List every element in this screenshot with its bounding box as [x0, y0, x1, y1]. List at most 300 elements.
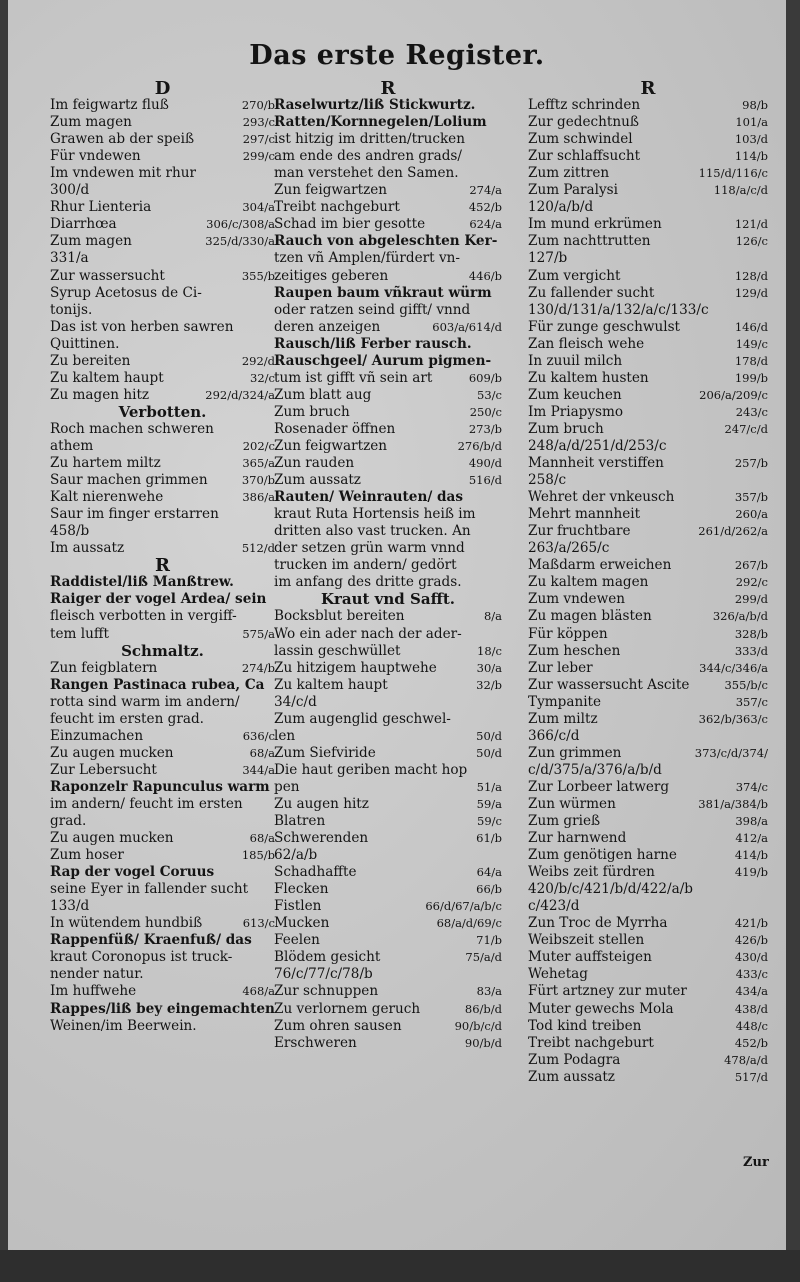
entry-page-ref: 370/b [241, 473, 275, 488]
entry-text: Blatren [274, 813, 326, 830]
entry-text: Rauch von abgeleschten Ker- [274, 233, 498, 250]
entry-text: im anfang des dritte grads. [274, 574, 462, 591]
entry-text: athem [50, 437, 94, 454]
register-entry [528, 864, 768, 881]
entry-page-ref: 75/a/d [465, 950, 502, 965]
entry-text: tzen vñ Amplen/fürdert vn- [274, 250, 460, 267]
entry-page-ref: 243/c [735, 404, 768, 419]
entry-text: Raiger der vogel Ardea/ sein [50, 591, 267, 608]
entry-text: Rosenader öffnen [274, 420, 396, 437]
entry-page-ref: 426/b [734, 933, 768, 948]
entry-page-ref: 101/a [735, 115, 768, 130]
entry-text: Im aussatz [50, 540, 125, 557]
register-entry [50, 302, 275, 319]
register-entry [528, 250, 768, 267]
register-entry [528, 1035, 768, 1052]
entry-text: Weibszeit stellen [528, 932, 645, 949]
entry-page-ref: 414/b [734, 848, 768, 863]
register-entry [528, 472, 768, 489]
entry-page-ref: 274/a [469, 183, 502, 198]
register-entry [274, 557, 502, 574]
entry-page-ref: 50/d [476, 728, 502, 743]
entry-text: Schwerenden [274, 830, 369, 847]
entry-page-ref: 129/d [734, 285, 768, 300]
register-entry [50, 762, 275, 779]
entry-text: R [155, 555, 170, 577]
register-entry [528, 285, 768, 302]
register-entry [50, 864, 275, 881]
entry-page-ref: 66/b [476, 882, 502, 897]
entry-page-ref: 90/b/c/d [454, 1018, 502, 1033]
register-entry [274, 898, 502, 915]
register-entry [50, 728, 275, 745]
entry-page-ref: 381/a/384/b [698, 796, 768, 811]
entry-page-ref: 419/b [734, 865, 768, 880]
register-entry [50, 881, 275, 898]
entry-page-ref: 603/a/614/d [432, 319, 502, 334]
register-entry [274, 387, 502, 404]
register-entry [274, 404, 502, 421]
entry-text: 130/d/131/a/132/a/c/133/c [528, 301, 709, 318]
entry-text: Im mund erkrümen [528, 216, 662, 233]
entry-page-ref: 206/a/209/c [699, 387, 768, 402]
entry-page-ref: 30/a [476, 660, 502, 675]
entry-text: Zum magen [50, 233, 132, 250]
register-entry [528, 694, 768, 711]
catchword: Zur [743, 1155, 769, 1170]
entry-text: Zun grimmen [528, 744, 622, 761]
register-entry [528, 97, 768, 114]
register-entry [274, 796, 502, 813]
entry-page-ref: 438/d [734, 1001, 768, 1016]
entry-text: Zu augen hitz [274, 795, 369, 812]
register-entry [274, 694, 502, 711]
entry-text: Im feigwartz fluß [50, 97, 169, 114]
section-letter [50, 555, 275, 577]
entry-text: Wehetag [528, 966, 588, 983]
entry-page-ref: 202/c [242, 438, 275, 453]
entry-page-ref: 114/b [734, 149, 768, 164]
register-entry [274, 523, 502, 540]
entry-page-ref: 115/d/116/c [698, 166, 768, 181]
entry-page-ref: 270/b [241, 98, 275, 113]
register-entry [50, 148, 275, 165]
register-entry [528, 728, 768, 745]
entry-page-ref: 355/b/c [724, 677, 768, 692]
entry-page-ref: 468/a [242, 984, 275, 999]
entry-text: Verbotten. [118, 402, 207, 421]
entry-text: Zum blatt aug [274, 386, 372, 403]
register-entry [274, 285, 502, 302]
entry-text: Rauten/ Weinrauten/ das [274, 489, 463, 506]
entry-page-ref: 292/d/324/a [205, 387, 275, 402]
entry-page-ref: 357/b [734, 490, 768, 505]
register-entry [274, 319, 502, 336]
entry-text: Rappes/liß bey eingemachten [50, 1000, 275, 1017]
register-entry [274, 336, 502, 353]
entry-text: Zum keuchen [528, 386, 622, 403]
entry-text: 34/c/d [274, 693, 317, 710]
entry-text: Erschweren [274, 1034, 357, 1051]
entry-text: Mehrt mannheit [528, 506, 641, 523]
entry-page-ref: 90/b/d [464, 1035, 502, 1050]
page-title: Das erste Register. [249, 40, 545, 71]
entry-page-ref: 365/a [242, 456, 275, 471]
sub-heading [50, 404, 275, 421]
entry-page-ref: 412/a [735, 831, 768, 846]
register-entry [528, 847, 768, 864]
register-entry [274, 438, 502, 455]
register-entry [274, 881, 502, 898]
register-entry [50, 966, 275, 983]
entry-page-ref: 434/a [735, 984, 768, 999]
entry-page-ref: 59/a [476, 796, 502, 811]
register-entry [274, 1001, 502, 1018]
entry-page-ref: 178/d [734, 353, 768, 368]
entry-text: Zum Podagra [528, 1051, 621, 1068]
entry-page-ref: 32/b [476, 677, 502, 692]
entry-text: Zan fleisch wehe [528, 335, 645, 352]
entry-text: Einzumachen [50, 727, 144, 744]
entry-page-ref: 121/d [734, 217, 768, 232]
register-entry [50, 847, 275, 864]
entry-text: Zum Siefviride [274, 744, 376, 761]
register-entry [50, 574, 275, 591]
entry-page-ref: 51/a [476, 779, 502, 794]
register-entry [274, 966, 502, 983]
entry-text: trucken im andern/ gedört [274, 557, 457, 574]
entry-page-ref: 357/c [735, 694, 768, 709]
entry-text: Zur harnwend [528, 830, 627, 847]
entry-text: tum ist gifft vñ sein art [274, 369, 433, 386]
register-entry [50, 1018, 275, 1035]
entry-text: In wütendem hundbiß [50, 915, 203, 932]
register-entry [50, 694, 275, 711]
sub-heading [50, 643, 275, 660]
entry-text: Zum miltz [528, 710, 598, 727]
entry-text: Schad im bier gesotte [274, 216, 426, 233]
register-entry [50, 182, 275, 199]
register-entry [528, 711, 768, 728]
entry-text: Blödem gesicht [274, 949, 381, 966]
entry-text: seine Eyer in fallender sucht [50, 881, 249, 898]
register-entry [274, 370, 502, 387]
entry-page-ref: 325/d/330/a [205, 234, 275, 249]
register-entry [528, 1018, 768, 1035]
register-entry [50, 131, 275, 148]
register-entry [274, 165, 502, 182]
register-entry [274, 830, 502, 847]
entry-page-ref: 68/a/d/69/c [436, 916, 502, 931]
entry-text: kraut Coronopus ist truck- [50, 949, 233, 966]
register-entry [528, 421, 768, 438]
entry-page-ref: 362/b/363/c [698, 711, 768, 726]
register-entry [274, 540, 502, 557]
entry-text: Zu fallender sucht [528, 284, 655, 301]
register-entry [274, 97, 502, 114]
entry-text: tonijs. [50, 301, 93, 318]
register-entry [528, 455, 768, 472]
entry-page-ref: 386/a [242, 490, 275, 505]
entry-text: Raupen baum vñkraut würm [274, 284, 492, 301]
entry-text: Rhur Lienteria [50, 199, 152, 216]
register-entry [50, 591, 275, 608]
register-entry [528, 387, 768, 404]
register-entry [528, 830, 768, 847]
entry-text: Zu kaltem haupt [50, 369, 164, 386]
register-entry [528, 898, 768, 915]
entry-text: Zun würmen [528, 795, 616, 812]
register-entry [274, 660, 502, 677]
entry-page-ref: 128/d [734, 268, 768, 283]
entry-text: Zu magen blästen [528, 608, 652, 625]
register-entry [50, 523, 275, 540]
entry-page-ref: 299/d [734, 592, 768, 607]
entry-text: 263/a/265/c [528, 540, 610, 557]
entry-text: Zum vndewen [528, 591, 626, 608]
entry-page-ref: 68/a [249, 745, 275, 760]
entry-text: Muter gewechs Mola [528, 1000, 674, 1017]
entry-page-ref: 478/a/d [724, 1052, 768, 1067]
entry-text: am ende des andren grads/ [274, 148, 462, 165]
register-entry [528, 233, 768, 250]
entry-text: Zur schnuppen [274, 983, 379, 1000]
entry-page-ref: 64/a [476, 865, 502, 880]
entry-text: Zu bereiten [50, 352, 131, 369]
register-entry [274, 455, 502, 472]
entry-page-ref: 446/b [468, 268, 502, 283]
register-entry [274, 626, 502, 643]
entry-text: Rangen Pastinaca rubea, Ca [50, 676, 265, 693]
entry-text: der setzen grün warm vnnd [274, 540, 465, 557]
register-entry [528, 438, 768, 455]
entry-text: Im Priapysmo [528, 403, 624, 420]
register-entry [50, 216, 275, 233]
register-entry [528, 643, 768, 660]
entry-text: Zum ohren sausen [274, 1017, 402, 1034]
register-entry [528, 268, 768, 285]
register-entry [274, 864, 502, 881]
entry-text: Zu kaltem husten [528, 369, 649, 386]
entry-text: Saur im finger erstarren [50, 506, 219, 523]
register-entry [528, 779, 768, 796]
register-entry [528, 626, 768, 643]
register-entry [274, 131, 502, 148]
register-entry [274, 233, 502, 250]
entry-text: Zum genötigen harne [528, 847, 677, 864]
entry-page-ref: 421/b [734, 916, 768, 931]
entry-text: Zu augen mucken [50, 744, 174, 761]
entry-text: Treibt nachgeburt [528, 1034, 654, 1051]
entry-page-ref: 304/a [242, 200, 275, 215]
register-entry [528, 660, 768, 677]
entry-text: Kraut vnd Safft. [320, 590, 456, 609]
entry-text: oder ratzen seind gifft/ vnnd [274, 301, 471, 318]
entry-text: 258/c [528, 472, 567, 489]
entry-text: feucht im ersten grad. [50, 710, 204, 727]
entry-page-ref: 261/d/262/a [698, 524, 768, 539]
entry-page-ref: 293/c [242, 115, 275, 130]
entry-page-ref: 66/d/67/a/b/c [425, 899, 502, 914]
entry-text: Zum aussatz [528, 1068, 615, 1085]
register-column-2 [274, 80, 502, 1052]
entry-page-ref: 146/d [734, 319, 768, 334]
register-entry [50, 626, 275, 643]
register-entry [528, 182, 768, 199]
entry-text: Maßdarm erweichen [528, 557, 672, 574]
entry-text: Die haut geriben macht hop [274, 761, 468, 778]
entry-text: grad. [50, 813, 87, 830]
entry-page-ref: 448/c [735, 1018, 768, 1033]
entry-text: Fürt artzney zur muter [528, 983, 687, 1000]
entry-page-ref: 86/b/d [464, 1001, 502, 1016]
register-entry [50, 353, 275, 370]
register-entry [528, 949, 768, 966]
entry-text: Zum hoser [50, 847, 124, 864]
register-entry [528, 319, 768, 336]
sub-heading [274, 591, 502, 608]
register-entry [274, 199, 502, 216]
entry-text: 458/b [50, 523, 90, 540]
register-entry [528, 813, 768, 830]
register-entry [50, 319, 275, 336]
entry-page-ref: 344/a [242, 762, 275, 777]
entry-text: Zum nachttrutten [528, 233, 651, 250]
entry-text: Zur Lorbeer latwerg [528, 778, 670, 795]
register-entry [50, 472, 275, 489]
register-entry [528, 983, 768, 1000]
entry-text: Fistlen [274, 898, 322, 915]
entry-page-ref: 18/c [477, 643, 502, 658]
entry-page-ref: 126/c [735, 234, 768, 249]
book-page [8, 0, 786, 1250]
register-entry [50, 1001, 275, 1018]
register-entry [50, 830, 275, 847]
entry-text: In zuuil milch [528, 352, 623, 369]
entry-page-ref: 276/b/d [457, 438, 502, 453]
register-entry [528, 915, 768, 932]
register-entry [50, 898, 275, 915]
entry-page-ref: 516/d [468, 473, 502, 488]
entry-text: 62/a/b [274, 847, 318, 864]
entry-page-ref: 98/b [742, 98, 768, 113]
entry-text: len [274, 727, 296, 744]
register-entry [528, 404, 768, 421]
register-entry [50, 932, 275, 949]
entry-page-ref: 292/d [241, 353, 275, 368]
register-entry [274, 250, 502, 267]
entry-page-ref: 274/b [241, 660, 275, 675]
entry-text: c/d/375/a/376/a/b/d [528, 761, 662, 778]
entry-text: Das ist von herben sawren [50, 318, 234, 335]
register-entry [50, 455, 275, 472]
register-entry [528, 608, 768, 625]
entry-text: deren anzeigen [274, 318, 381, 335]
register-entry [528, 114, 768, 131]
register-entry [274, 268, 502, 285]
entry-text: Zum zittren [528, 165, 610, 182]
entry-text: Weibs zeit fürdren [528, 864, 655, 881]
entry-page-ref: 103/d [734, 132, 768, 147]
entry-page-ref: 517/d [734, 1069, 768, 1084]
entry-text: Zum aussatz [274, 472, 361, 489]
register-entry [274, 677, 502, 694]
register-entry [528, 336, 768, 353]
entry-page-ref: 118/a/c/d [713, 183, 768, 198]
entry-text: Für köppen [528, 625, 608, 642]
entry-text: Im vndewen mit rhur [50, 165, 197, 182]
entry-text: Zu augen mucken [50, 830, 174, 847]
entry-text: rotta sind warm im andern/ [50, 693, 240, 710]
register-entry [274, 983, 502, 1000]
entry-text: Treibt nachgeburt [274, 199, 400, 216]
entry-page-ref: 306/c/308/a [206, 217, 275, 232]
entry-page-ref: 333/d [734, 643, 768, 658]
entry-page-ref: 433/c [735, 967, 768, 982]
entry-text: Zum augenglid geschwel- [274, 710, 451, 727]
register-entry [274, 506, 502, 523]
register-entry [528, 370, 768, 387]
entry-page-ref: 61/b [476, 831, 502, 846]
register-entry [50, 285, 275, 302]
entry-page-ref: 273/b [468, 421, 502, 436]
entry-page-ref: 68/a [249, 831, 275, 846]
register-entry [50, 745, 275, 762]
register-entry [50, 114, 275, 131]
register-entry [528, 216, 768, 233]
entry-text: Zu kaltem magen [528, 574, 649, 591]
register-entry [274, 421, 502, 438]
register-entry [50, 813, 275, 830]
register-entry [528, 1001, 768, 1018]
section-letter [50, 80, 275, 97]
register-entry [274, 353, 502, 370]
register-entry [50, 336, 275, 353]
entry-text: Rappenfüß/ Kraenfuß/ das [50, 932, 252, 949]
entry-text: Rauschgeel/ Aurum pigmen- [274, 352, 492, 369]
register-entry [274, 1035, 502, 1052]
entry-text: Zu magen hitz [50, 386, 150, 403]
entry-page-ref: 344/c/346/a [699, 660, 768, 675]
entry-text: pen [274, 778, 300, 795]
entry-text: Bocksblut bereiten [274, 608, 405, 625]
register-entry [50, 506, 275, 523]
entry-page-ref: 292/c [735, 575, 768, 590]
register-entry [274, 813, 502, 830]
entry-text: Zu hartem miltz [50, 455, 161, 472]
entry-text: Zum heschen [528, 642, 621, 659]
entry-text: Zur leber [528, 659, 593, 676]
entry-text: Zum bruch [528, 420, 604, 437]
entry-page-ref: 326/a/b/d [712, 609, 768, 624]
entry-text: man verstehet den Samen. [274, 165, 459, 182]
entry-text: Wo ein ader nach der ader- [274, 625, 462, 642]
register-entry [528, 489, 768, 506]
register-entry [274, 574, 502, 591]
register-entry [50, 387, 275, 404]
entry-text: dritten also vast trucken. An [274, 523, 471, 540]
register-entry [50, 949, 275, 966]
entry-text: Zum vergicht [528, 267, 621, 284]
entry-text: 120/a/b/d [528, 199, 594, 216]
entry-page-ref: 452/b [468, 200, 502, 215]
register-entry [528, 148, 768, 165]
entry-text: Zur fruchtbare [528, 523, 631, 540]
register-entry [274, 472, 502, 489]
register-entry [50, 608, 275, 625]
entry-page-ref: 490/d [468, 456, 502, 471]
register-entry [528, 1069, 768, 1086]
